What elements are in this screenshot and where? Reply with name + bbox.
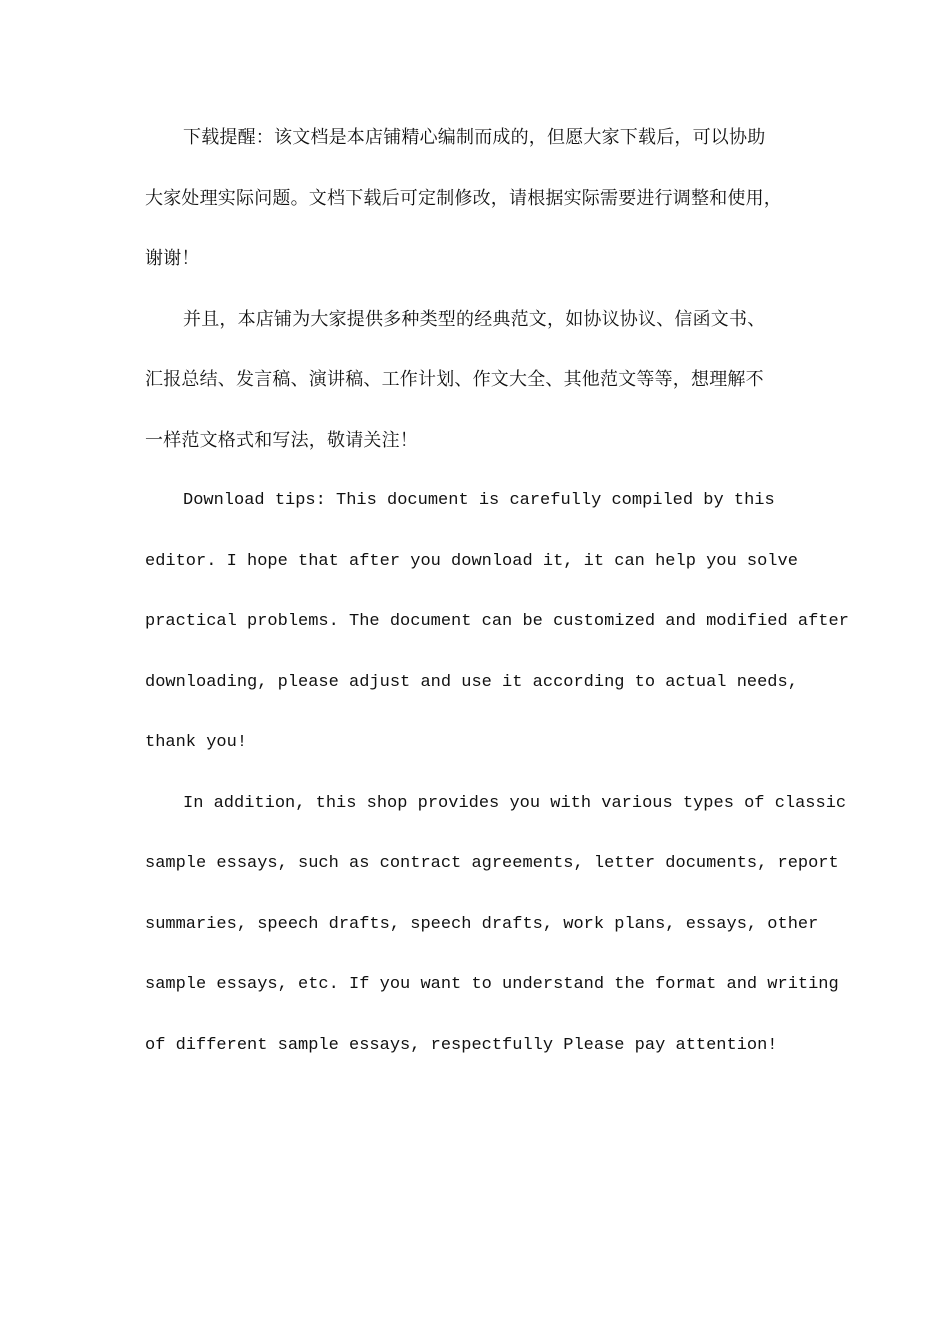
paragraph-line: sample essays, etc. If you want to understand the format and writing [145, 975, 839, 994]
paragraph-line: thank you! [145, 733, 248, 752]
paragraph-line: 大家处理实际问题。文档下载后可定制修改，请根据实际需要进行调整和使用， [145, 187, 782, 209]
paragraph-line: summaries, speech drafts, speech drafts, work plans, essays, other [145, 914, 819, 934]
english-paragraph-sample-essays [145, 774, 847, 1077]
paragraph-line: 汇报总结、发言稿、演讲稿、工作计划、作文大全、其他范文等等，想理解不 [145, 369, 764, 390]
paragraph-line: 谢谢！ [145, 248, 200, 269]
paragraph-line: downloading, please adjust and use it according to actual needs, [145, 672, 798, 692]
chinese-paragraph-sample-essays [145, 290, 807, 472]
paragraph-line: of different sample essays, respectfully Please pay attention! [145, 1035, 778, 1055]
paragraph-line: 下载提醒：该文档是本店铺精心编制而成的，但愿大家下载后，可以协助 [183, 127, 766, 148]
english-paragraph-download-tips [145, 471, 849, 774]
paragraph-line: practical problems. The document can be customized and modified after [145, 612, 849, 631]
paragraph-line: In addition, this shop provides you with various types of classic [183, 793, 847, 813]
paragraph-line: editor. I hope that after you download it, it can help you solve [145, 551, 798, 571]
paragraph-line: 并且，本店铺为大家提供多种类型的经典范文，如协议协议、信函文书、 [183, 308, 766, 330]
paragraph-line: sample essays, such as contract agreements, letter documents, report [145, 854, 839, 873]
chinese-paragraph-download-reminder [145, 108, 807, 290]
paragraph-line: Download tips: This document is carefully compiled by this [183, 491, 775, 510]
paragraph-line: 一样范文格式和写法，敬请关注！ [145, 429, 418, 451]
document-body [145, 108, 849, 1076]
